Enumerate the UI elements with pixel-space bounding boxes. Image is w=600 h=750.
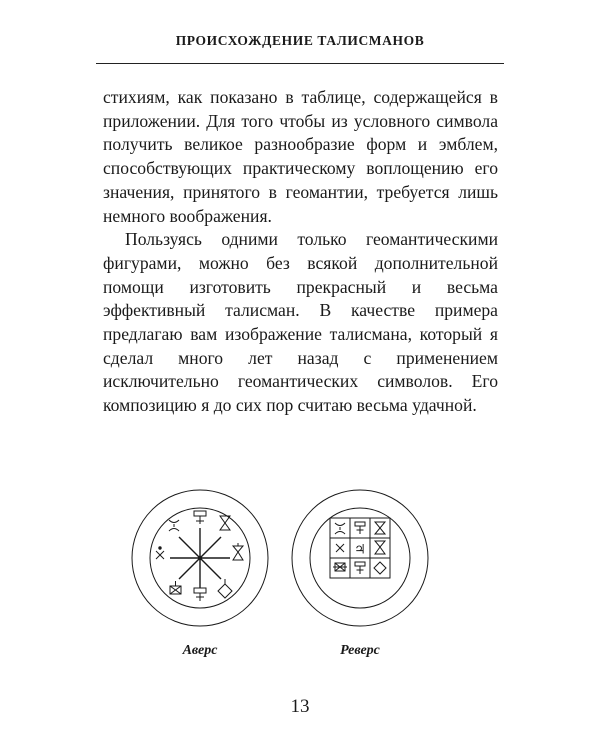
- running-head: ПРОИСХОЖДЕНИЕ ТАЛИСМАНОВ: [175, 33, 425, 48]
- talisman-obverse: [130, 488, 270, 628]
- talisman-reverse: [290, 488, 430, 628]
- geomantic-symbol-bottom: [194, 588, 206, 601]
- paragraph-1: стихиям, как показано в таблице, содержащейся в приложении. Для того чтобы из условного символа получить великое разнообразие форм и эмблем, способствующих практическому воплощению его значения, принятого в геомантии, требуется лишь немного воображения.: [103, 87, 498, 226]
- body-text: [103, 86, 498, 418]
- geomantic-symbol-left: [156, 547, 164, 559]
- center-dot: [198, 556, 202, 560]
- paragraph-2: Пользуясь одними только геомантическими фигурами, можно без всякой дополнительной помощи изготовить прекрасный и весьма эффективный талисман. В качестве примера предлагаю вам изображение талисмана, который я сделал много лет назад с применением исключительно геомантических символов. Его композицию я до сих пор считаю весьма удачной.: [103, 229, 498, 416]
- grid-symbol-9: [374, 562, 386, 574]
- reverse-caption: Реверс: [340, 643, 380, 658]
- grid-symbol-6: [375, 541, 385, 554]
- grid-symbol-8: [355, 562, 365, 574]
- grid-symbol-4: [336, 544, 344, 552]
- header-rule: [96, 63, 504, 64]
- grid-symbol-3: [375, 522, 385, 534]
- geomantic-symbol-top: [194, 511, 206, 524]
- grid-symbol-7: [333, 563, 347, 571]
- grid-symbol-2: [355, 522, 365, 534]
- obverse-caption: Аверс: [182, 643, 218, 658]
- page-number: 13: [290, 696, 310, 717]
- geomantic-symbol-top-right: [220, 516, 230, 530]
- jupiter-icon: ♃: [354, 542, 366, 558]
- geomantic-symbol-right: [233, 543, 243, 560]
- talisman-obverse-drawing: [130, 488, 270, 628]
- talisman-reverse-drawing: [290, 488, 430, 628]
- grid-symbol-1: [335, 523, 345, 534]
- geomantic-symbol-top-left: [169, 520, 179, 531]
- geomantic-symbol-bottom-right: [218, 579, 232, 598]
- geomantic-symbol-bottom-left: [170, 581, 181, 594]
